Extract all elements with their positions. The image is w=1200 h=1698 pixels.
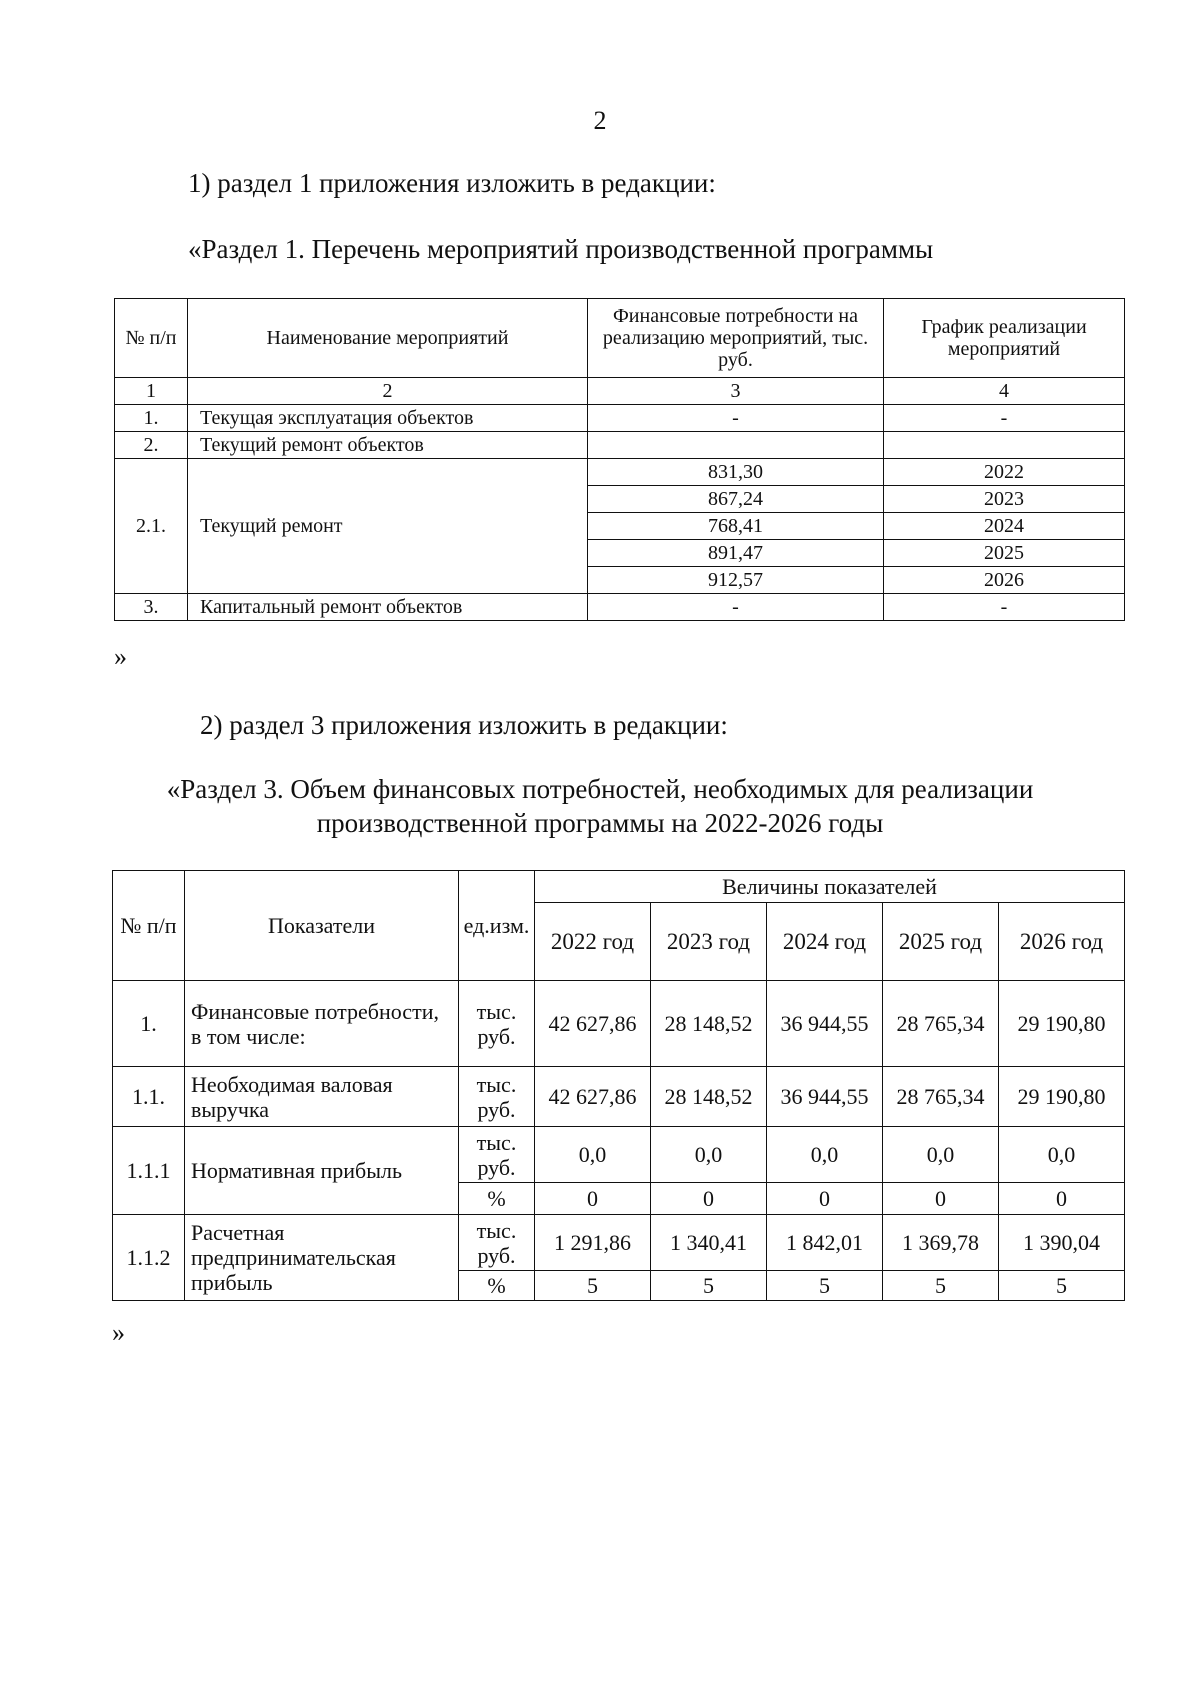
table-section-3 [112, 870, 1125, 1301]
t1-row-amount [588, 432, 884, 459]
t1-colnum: 3 [588, 378, 884, 405]
t2-cell: 0 [767, 1183, 883, 1215]
t2-cell: 0,0 [535, 1127, 651, 1183]
t1-row-year: 2022 [884, 459, 1125, 486]
t1-row-year: 2023 [884, 486, 1125, 513]
t2-row-name: Нормативная прибыль [185, 1127, 459, 1215]
t1-row-schedule: - [884, 405, 1125, 432]
t2-cell: 28 765,34 [883, 981, 999, 1067]
t2-cell: 5 [535, 1271, 651, 1301]
t2-cell: 1 291,86 [535, 1215, 651, 1271]
t1-row-year: 2026 [884, 567, 1125, 594]
t1-colnum: 2 [188, 378, 588, 405]
t2-cell: 0 [535, 1183, 651, 1215]
t2-row-num: 1.1.2 [113, 1215, 185, 1301]
t2-cell: 0,0 [999, 1127, 1125, 1183]
t2-cell: 0 [999, 1183, 1125, 1215]
t2-header-indicators: Показатели [185, 871, 459, 981]
t2-cell: 36 944,55 [767, 981, 883, 1067]
t1-row-amount: 891,47 [588, 540, 884, 567]
t2-row-name: Расчетная предпринимательская прибыль [185, 1215, 459, 1301]
t2-cell: 5 [999, 1271, 1125, 1301]
t2-row-name: Необходимая валовая выручка [185, 1067, 459, 1127]
t2-row-unit: % [459, 1271, 535, 1301]
t2-cell: 1 842,01 [767, 1215, 883, 1271]
t1-row-year: 2024 [884, 513, 1125, 540]
t2-row-unit: тыс. руб. [459, 981, 535, 1067]
t2-header-year: 2024 год [767, 903, 883, 981]
t1-row-num: 3. [115, 594, 188, 621]
t1-row-num: 2.1. [115, 459, 188, 594]
page-number: 2 [593, 106, 607, 135]
t2-cell: 1 390,04 [999, 1215, 1125, 1271]
t2-cell: 0,0 [767, 1127, 883, 1183]
t2-header-year: 2025 год [883, 903, 999, 981]
t1-row-num: 2. [115, 432, 188, 459]
t2-header-unit: ед.изм. [459, 871, 535, 981]
t1-colnum: 4 [884, 378, 1125, 405]
t2-header-num: № п/п [113, 871, 185, 981]
t1-colnum: 1 [115, 378, 188, 405]
t1-row-amount: 867,24 [588, 486, 884, 513]
t1-row-amount: 912,57 [588, 567, 884, 594]
t2-header-year: 2023 год [651, 903, 767, 981]
t2-cell: 0,0 [651, 1127, 767, 1183]
table-section-1 [114, 298, 1125, 621]
t1-row-schedule: - [884, 594, 1125, 621]
t1-row-num: 1. [115, 405, 188, 432]
t1-header-num: № п/п [115, 299, 188, 378]
t2-cell: 42 627,86 [535, 981, 651, 1067]
t2-cell: 0 [651, 1183, 767, 1215]
t2-header-year: 2026 год [999, 903, 1125, 981]
t2-row-num: 1. [113, 981, 185, 1067]
t2-cell: 5 [883, 1271, 999, 1301]
t1-row-name: Текущий ремонт объектов [188, 432, 588, 459]
t2-header-values: Величины показателей [535, 871, 1125, 903]
t1-row-name: Текущий ремонт [188, 459, 588, 594]
section-3-title-line-2: производственной программы на 2022-2026 годы [316, 808, 884, 838]
t2-header-year: 2022 год [535, 903, 651, 981]
t1-header-schedule: График реализации мероприятий [884, 299, 1125, 378]
t2-cell: 42 627,86 [535, 1067, 651, 1127]
t2-cell: 28 148,52 [651, 981, 767, 1067]
item-1-text: 1) раздел 1 приложения изложить в редакции: [188, 168, 716, 198]
t2-row-unit: тыс. руб. [459, 1127, 535, 1183]
t2-row-num: 1.1. [113, 1067, 185, 1127]
t2-cell: 1 340,41 [651, 1215, 767, 1271]
t1-header-amount: Финансовые потребности на реализацию мероприятий, тыс. руб. [588, 299, 884, 378]
t2-cell: 5 [767, 1271, 883, 1301]
t1-row-year: 2025 [884, 540, 1125, 567]
t2-cell: 5 [651, 1271, 767, 1301]
section-3-title-line-1: «Раздел 3. Объем финансовых потребностей, необходимых для реализации [166, 774, 1034, 804]
t2-cell: 28 765,34 [883, 1067, 999, 1127]
t2-cell: 1 369,78 [883, 1215, 999, 1271]
t2-row-unit: % [459, 1183, 535, 1215]
t2-cell: 0,0 [883, 1127, 999, 1183]
t1-row-name: Капитальный ремонт объектов [188, 594, 588, 621]
t2-cell: 0 [883, 1183, 999, 1215]
section-1-title: «Раздел 1. Перечень мероприятий производственной программы [188, 234, 934, 264]
t2-cell: 29 190,80 [999, 1067, 1125, 1127]
t1-row-amount: 768,41 [588, 513, 884, 540]
item-2-text: 2) раздел 3 приложения изложить в редакции: [200, 710, 728, 740]
t1-header-name: Наименование мероприятий [188, 299, 588, 378]
t2-cell: 36 944,55 [767, 1067, 883, 1127]
t2-row-name: Финансовые потребности, в том числе: [185, 981, 459, 1067]
t1-row-amount: - [588, 405, 884, 432]
close-quote-2: » [112, 1318, 125, 1347]
t2-cell: 29 190,80 [999, 981, 1125, 1067]
t1-row-amount: 831,30 [588, 459, 884, 486]
t1-row-schedule [884, 432, 1125, 459]
t2-cell: 28 148,52 [651, 1067, 767, 1127]
t2-row-num: 1.1.1 [113, 1127, 185, 1215]
t2-row-unit: тыс. руб. [459, 1067, 535, 1127]
t1-row-name: Текущая эксплуатация объектов [188, 405, 588, 432]
t1-row-amount: - [588, 594, 884, 621]
t2-row-unit: тыс. руб. [459, 1215, 535, 1271]
close-quote-1: » [114, 642, 127, 671]
